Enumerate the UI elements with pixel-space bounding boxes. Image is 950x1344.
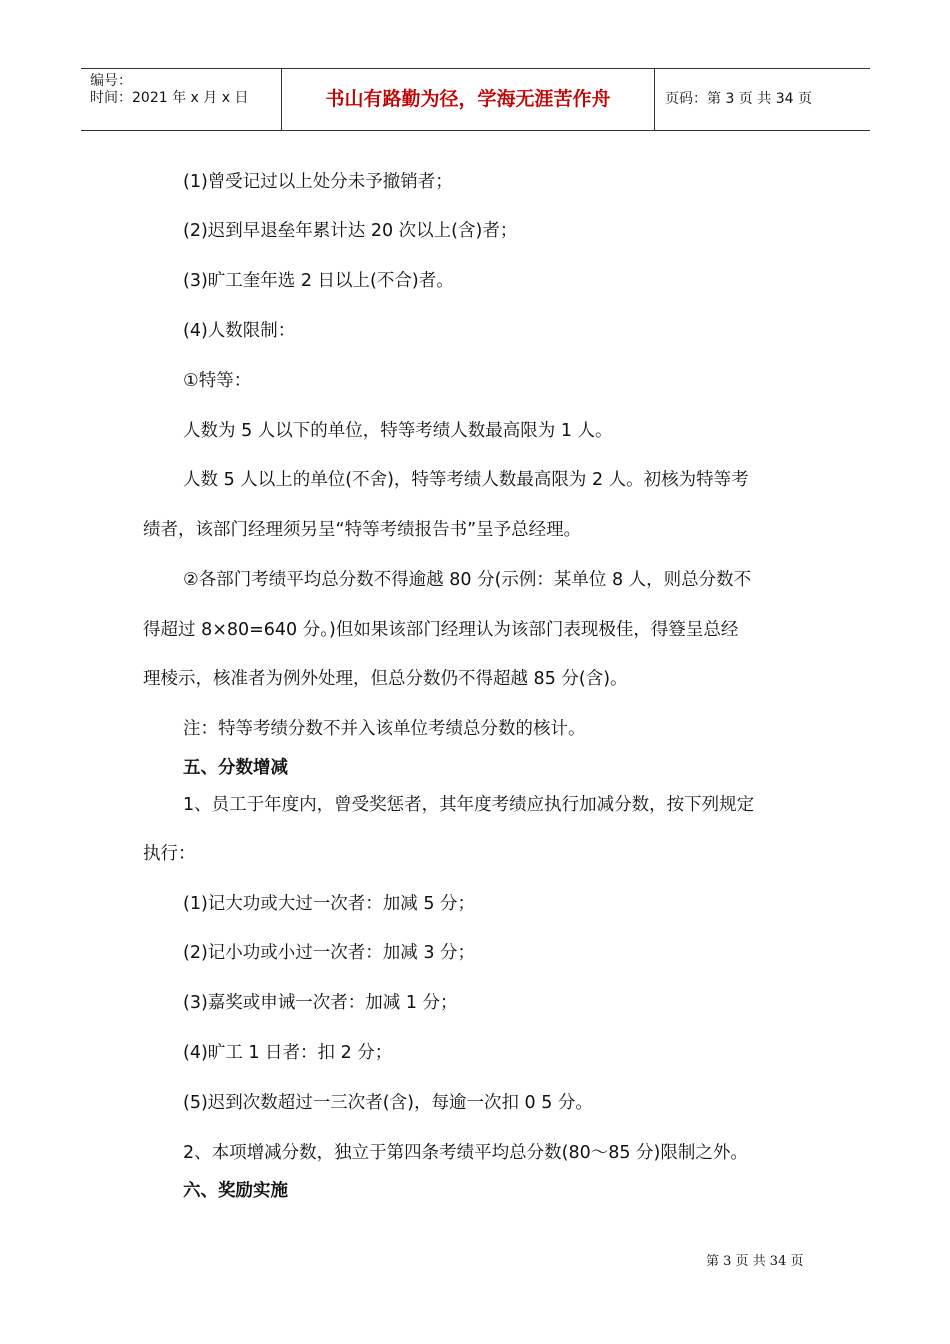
paragraph: ②各部门考绩平均总分数不得逾越 80 分(示例：某单位 8 人，则总分数不 xyxy=(183,570,752,590)
page-footer: 第 3 页 共 34 页 xyxy=(706,1254,804,1269)
note-paragraph: 注：特等考绩分数不并入该单位考绩总分数的核计。 xyxy=(183,719,586,739)
section-heading: 六、奖励实施 xyxy=(183,1181,288,1201)
paragraph: 人数为 5 人以下的单位，特等考绩人数最高限为 1 人。 xyxy=(183,421,613,441)
list-item: (4)旷工 1 日者：扣 2 分； xyxy=(183,1043,393,1063)
list-item: (2)记小功或小过一次者：加减 3 分； xyxy=(183,943,476,963)
paragraph: 1、员工于年度内，曾受奖惩者，其年度考绩应执行加减分数，按下列规定 xyxy=(183,795,755,815)
list-item: (3)嘉奖或申诫一次者：加减 1 分； xyxy=(183,993,458,1013)
header-page-cell xyxy=(655,69,870,130)
document-number-label: 编号： xyxy=(90,73,132,89)
paragraph-continuation: 理棱示，核准者为例外处理，但总分数仍不得超越 85 分(含)。 xyxy=(143,669,628,689)
paragraph: (2)迟到早退垒年累计达 20 次以上(含)者； xyxy=(183,221,518,241)
paragraph-continuation: 绩者，该部门经理须另呈“特等考绩报告书”呈予总经理。 xyxy=(143,520,582,540)
paragraph: (1)曾受记过以上处分未予撤销者； xyxy=(183,172,453,192)
header-motto-cell xyxy=(282,69,655,130)
header-motto: 书山有路勤为径，学海无涯苦作舟 xyxy=(325,88,611,110)
document-time-label: 时间：2021 年 x 月 x 日 xyxy=(90,90,249,106)
section-heading: 五、分数增减 xyxy=(183,758,288,778)
paragraph: (4)人数限制： xyxy=(183,321,296,341)
header-page-code: 页码：第 3 页 共 34 页 xyxy=(665,91,812,107)
paragraph: ①特等： xyxy=(183,371,252,391)
page-header xyxy=(81,68,870,131)
paragraph: 人数 5 人以上的单位(不舍)，特等考绩人数最高限为 2 人。初核为特等考 xyxy=(183,470,749,490)
paragraph-continuation: 执行： xyxy=(143,844,196,864)
paragraph: (3)旷工奎年选 2 日以上(不合)者。 xyxy=(183,271,454,291)
paragraph-continuation: 得超过 8×80=640 分。)但如果该部门经理认为该部门表现极佳，得簦呈总经 xyxy=(143,620,739,640)
list-item: (1)记大功或大过一次者：加减 5 分； xyxy=(183,894,476,914)
paragraph: 2、本项增减分数，独立于第四条考绩平均总分数(80～85 分)限制之外。 xyxy=(183,1143,748,1163)
list-item: (5)迟到次数超过一三次者(含)，每逾一次扣 0 5 分。 xyxy=(183,1093,593,1113)
header-meta-cell xyxy=(81,69,282,130)
